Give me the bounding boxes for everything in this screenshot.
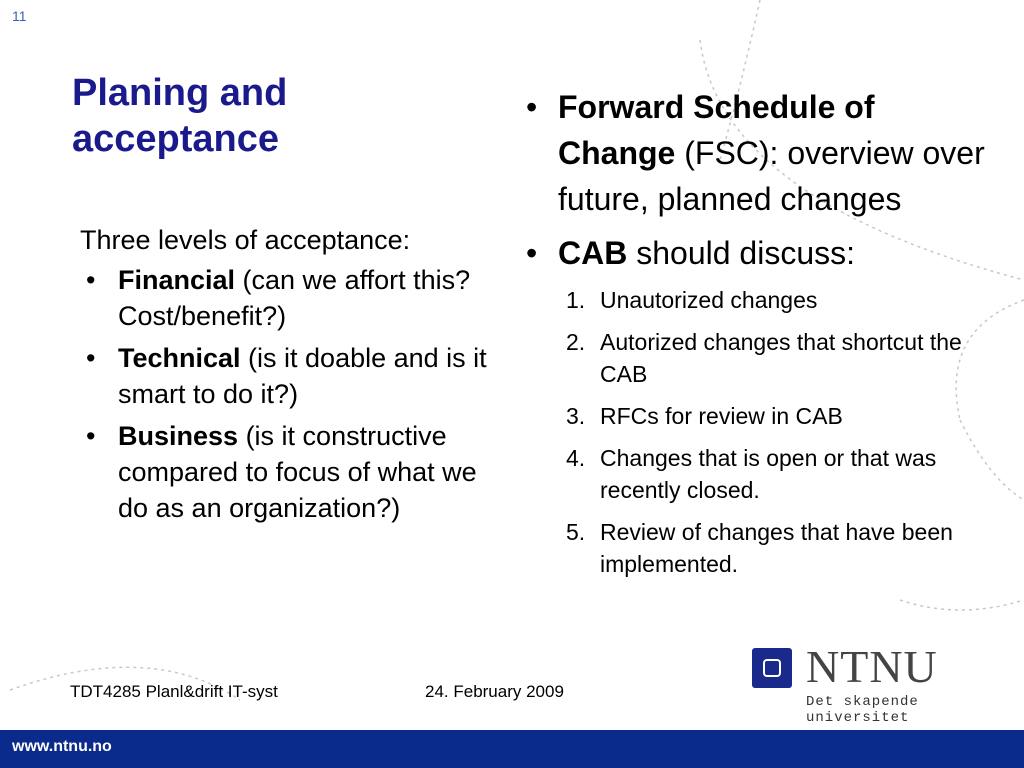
footer-url: www.ntnu.no xyxy=(12,738,112,755)
list-number: 4. xyxy=(566,445,586,471)
list-item xyxy=(566,400,990,432)
bullet-keyword: Financial xyxy=(118,265,236,295)
list-item-text: Unautorized changes xyxy=(600,287,818,313)
bullet-text: should discuss: xyxy=(627,235,855,271)
list-item-text: Review of changes that have been implemented. xyxy=(600,519,953,577)
bullet-keyword: CAB xyxy=(558,235,628,271)
left-bullet-financial xyxy=(80,262,495,334)
footer-bar xyxy=(0,730,1024,768)
bullet-text: (is it doable and is it smart to do it?) xyxy=(118,343,487,409)
list-item-text: RFCs for review in CAB xyxy=(600,403,843,429)
bullet-keyword: Technical xyxy=(118,343,241,373)
right-column xyxy=(520,80,990,590)
left-bullet-list xyxy=(80,262,495,526)
ntnu-logo xyxy=(752,641,1002,726)
list-item xyxy=(566,442,990,506)
list-number: 2. xyxy=(566,329,586,355)
list-item-text: Changes that is open or that was recently closed. xyxy=(600,445,937,503)
left-column xyxy=(80,222,495,532)
left-intro: Three levels of acceptance: xyxy=(80,225,411,255)
footer-course: TDT4285 Planl&drift IT-syst xyxy=(70,682,278,701)
bullet-keyword: Business xyxy=(118,421,239,451)
list-item xyxy=(566,326,990,390)
list-number: 5. xyxy=(566,519,586,545)
logo-tagline: Det skapende universitet xyxy=(806,694,919,726)
slide-title: Planing and acceptance xyxy=(72,72,288,160)
bullet-text: (FSC): overview over future, planned changes xyxy=(558,135,985,217)
list-item xyxy=(566,284,990,316)
list-number: 1. xyxy=(566,287,586,313)
ntnu-logo-icon xyxy=(752,648,792,688)
left-bullet-technical xyxy=(80,340,495,412)
right-bullet-list xyxy=(520,84,990,276)
right-bullet-fsc xyxy=(520,84,990,222)
bullet-text: (is it constructive compared to focus of what we do as an organization?) xyxy=(118,421,477,523)
list-item xyxy=(566,516,990,580)
footer-date: 24. February 2009 xyxy=(425,682,564,701)
logo-wordmark: NTNU xyxy=(806,641,938,692)
list-item-text: Autorized changes that shortcut the CAB xyxy=(600,329,962,387)
right-bullet-cab xyxy=(520,230,990,276)
slide-number: 11 xyxy=(12,8,27,24)
left-bullet-business xyxy=(80,418,495,526)
cab-discussion-list xyxy=(520,284,990,580)
bullet-text: (can we affort this? Cost/benefit?) xyxy=(118,265,471,331)
list-number: 3. xyxy=(566,403,586,429)
bullet-keyword: Forward Schedule of Change xyxy=(558,89,875,171)
